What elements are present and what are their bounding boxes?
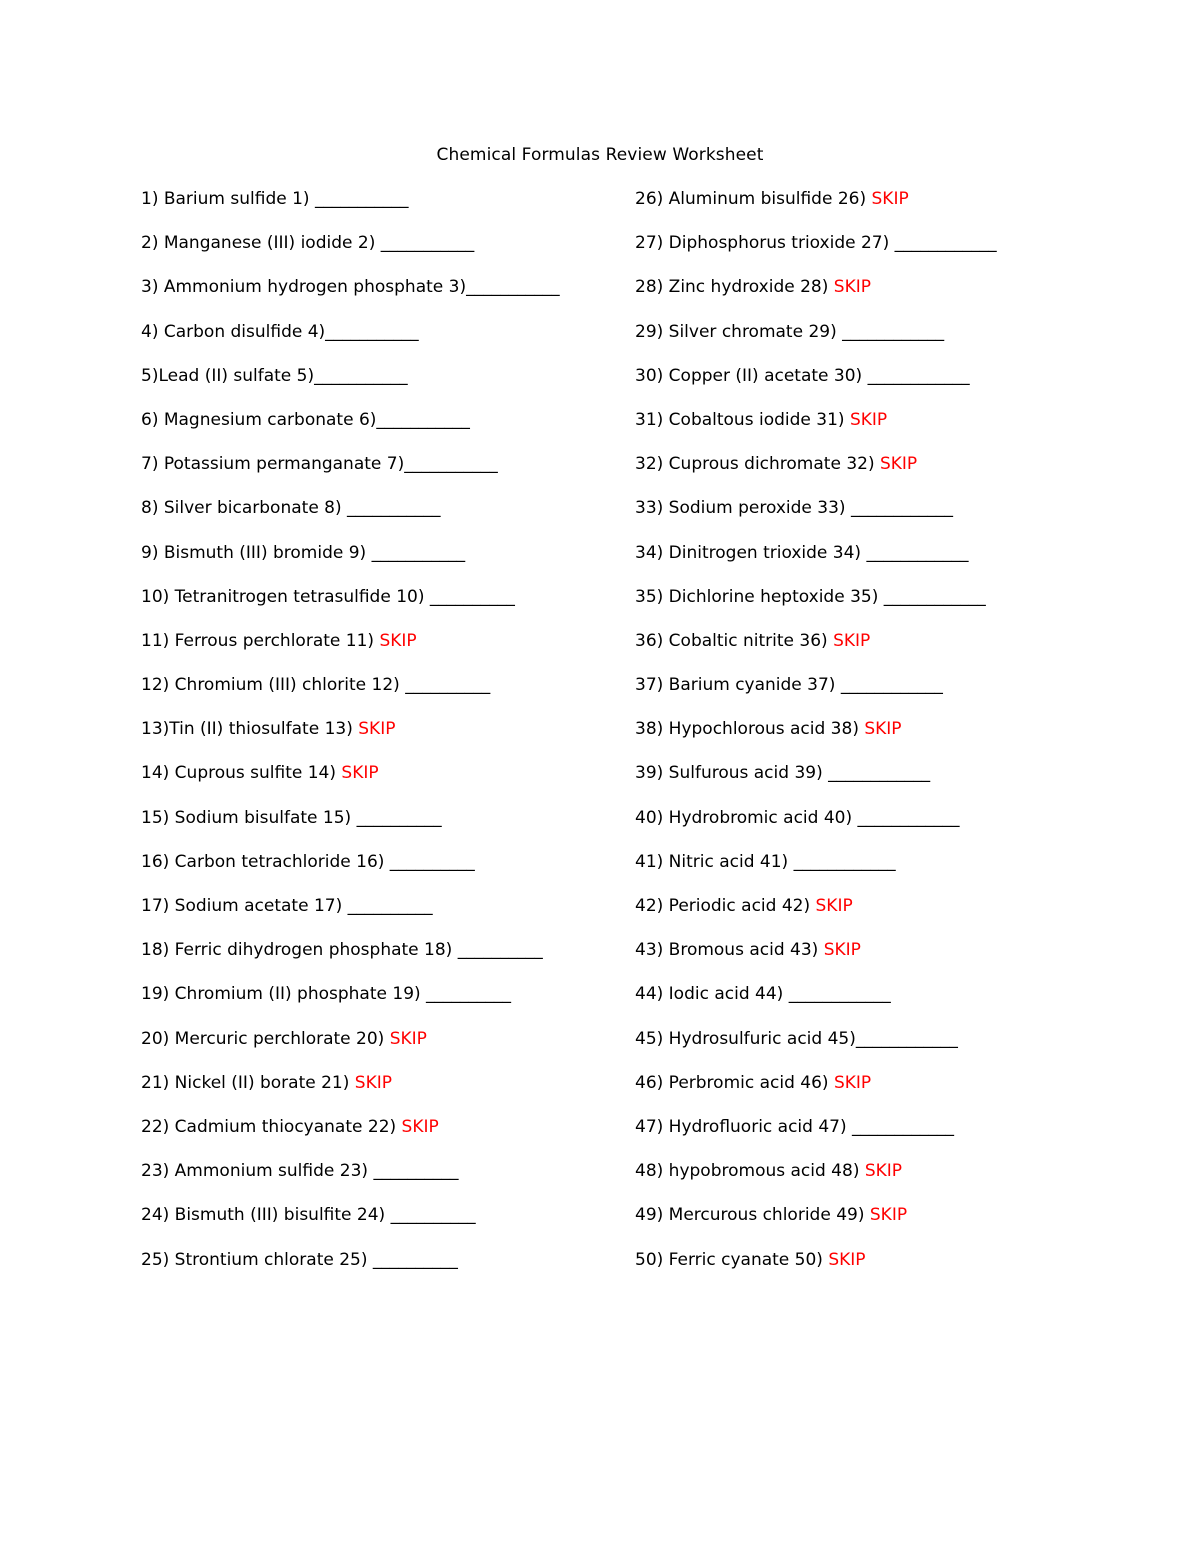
question-text: 1) Barium sulfide 1) ___________	[141, 189, 409, 209]
question-text: 46) Perbromic acid 46)	[635, 1072, 834, 1093]
question-item	[635, 1160, 997, 1204]
question-text: 27) Diphosphorus trioxide 27) ____________	[635, 233, 997, 254]
question-item	[141, 542, 560, 586]
question-text: 15) Sodium bisulfate 15) __________	[141, 807, 442, 828]
question-text: 33) Sodium peroxide 33) ____________	[635, 498, 953, 519]
question-text: 20) Mercuric perchlorate 20)	[141, 1028, 390, 1049]
question-text: 29) Silver chromate 29) ____________	[635, 321, 945, 342]
question-item	[141, 718, 560, 762]
skip-label: SKIP	[341, 763, 379, 784]
question-item	[635, 276, 997, 320]
question-text: 11) Ferrous perchlorate 11)	[141, 630, 380, 651]
question-text: 9) Bismuth (III) bromide 9) ___________	[141, 542, 466, 563]
question-text: 26) Aluminum bisulfide 26)	[635, 189, 872, 209]
question-text: 17) Sodium acetate 17) __________	[141, 896, 433, 916]
question-item	[141, 807, 560, 851]
question-text: 21) Nickel (II) borate 21)	[141, 1072, 355, 1093]
question-text: 36) Cobaltic nitrite 36)	[635, 630, 834, 651]
questions-column-right	[635, 188, 997, 1293]
question-item	[635, 1249, 997, 1293]
skip-label: SKIP	[864, 1161, 903, 1182]
question-text: 18) Ferric dihydrogen phosphate 18) __________	[141, 940, 543, 961]
question-item	[635, 983, 997, 1027]
question-item	[635, 232, 997, 276]
skip-label: SKIP	[828, 1249, 866, 1270]
question-item	[635, 188, 997, 232]
question-text: 24) Bismuth (III) bisulfite 24) __________	[141, 1205, 476, 1226]
question-text: 39) Sulfurous acid 39) ____________	[635, 763, 931, 784]
question-text: 41) Nitric acid 41) ____________	[635, 851, 896, 872]
question-text: 2) Manganese (III) iodide 2) ___________	[141, 233, 475, 254]
skip-label: SKIP	[833, 1072, 872, 1093]
skip-label: SKIP	[833, 630, 871, 651]
question-text: 35) Dichlorine heptoxide 35) ____________	[635, 586, 986, 607]
question-text: 44) Iodic acid 44) ____________	[635, 984, 891, 1005]
question-item	[635, 630, 997, 674]
question-text: 7) Potassium permanganate 7)___________	[141, 454, 498, 475]
question-item	[141, 321, 560, 365]
question-text: 8) Silver bicarbonate 8) ___________	[141, 498, 441, 519]
question-item	[141, 1072, 560, 1116]
question-text: 32) Cuprous dichromate 32)	[635, 454, 880, 475]
skip-label: SKIP	[849, 409, 888, 430]
question-item	[141, 1204, 560, 1248]
question-item	[141, 586, 560, 630]
skip-label: SKIP	[879, 454, 918, 475]
question-item	[141, 1249, 560, 1293]
question-text: 22) Cadmium thiocyanate 22)	[141, 1116, 402, 1137]
worksheet-title: Chemical Formulas Review Worksheet	[436, 145, 764, 165]
question-item	[141, 276, 560, 320]
question-item	[141, 762, 560, 806]
question-text: 49) Mercurous chloride 49)	[635, 1205, 870, 1226]
question-text: 13)Tin (II) thiosulfate 13)	[141, 719, 359, 740]
skip-label: SKIP	[864, 719, 902, 740]
question-text: 50) Ferric cyanate 50)	[635, 1249, 829, 1270]
question-text: 31) Cobaltous iodide 31)	[635, 409, 850, 430]
question-text: 3) Ammonium hydrogen phosphate 3)___________	[141, 277, 560, 298]
question-text: 19) Chromium (II) phosphate 19) __________	[141, 984, 512, 1005]
question-text: 28) Zinc hydroxide 28)	[635, 277, 834, 298]
question-text: 42) Periodic acid 42)	[635, 896, 816, 916]
question-text: 23) Ammonium sulfide 23) __________	[141, 1161, 459, 1182]
skip-label: SKIP	[869, 1205, 908, 1226]
question-item	[141, 1160, 560, 1204]
skip-label: SKIP	[379, 630, 417, 651]
question-text: 4) Carbon disulfide 4)___________	[141, 321, 419, 342]
question-text: 16) Carbon tetrachloride 16) __________	[141, 851, 475, 872]
question-item	[141, 1116, 560, 1160]
question-item	[141, 674, 560, 718]
question-text: 25) Strontium chlorate 25) __________	[141, 1249, 458, 1270]
question-text: 37) Barium cyanide 37) ____________	[635, 675, 943, 696]
question-item	[635, 807, 997, 851]
question-item	[635, 718, 997, 762]
question-item	[141, 188, 560, 232]
question-text: 40) Hydrobromic acid 40) ____________	[635, 807, 960, 828]
question-text: 10) Tetranitrogen tetrasulfide 10) __________	[141, 586, 515, 607]
question-item	[635, 497, 997, 541]
question-item	[141, 851, 560, 895]
skip-label: SKIP	[823, 940, 861, 961]
skip-label: SKIP	[815, 896, 853, 916]
question-item	[141, 983, 560, 1027]
skip-label: SKIP	[401, 1116, 439, 1137]
skip-label: SKIP	[389, 1028, 427, 1049]
question-text: 45) Hydrosulfuric acid 45)____________	[635, 1028, 958, 1049]
question-item	[635, 674, 997, 718]
question-item	[635, 409, 997, 453]
question-item	[635, 586, 997, 630]
skip-label: SKIP	[358, 719, 396, 740]
question-item	[141, 453, 560, 497]
question-item	[635, 762, 997, 806]
questions-column-left	[141, 188, 560, 1293]
question-item	[635, 542, 997, 586]
question-item	[635, 939, 997, 983]
question-item	[141, 1028, 560, 1072]
question-text: 43) Bromous acid 43)	[635, 940, 824, 961]
question-item	[141, 497, 560, 541]
question-text: 34) Dinitrogen trioxide 34) ____________	[635, 542, 969, 563]
question-item	[635, 851, 997, 895]
question-text: 14) Cuprous sulfite 14)	[141, 763, 342, 784]
question-text: 30) Copper (II) acetate 30) ____________	[635, 365, 970, 386]
question-item	[635, 895, 997, 939]
skip-label: SKIP	[833, 277, 872, 298]
question-item	[141, 939, 560, 983]
question-item	[635, 453, 997, 497]
question-item	[141, 232, 560, 276]
question-item	[141, 895, 560, 939]
skip-label: SKIP	[871, 189, 909, 209]
question-item	[635, 1028, 997, 1072]
question-item	[141, 409, 560, 453]
question-text: 48) hypobromous acid 48)	[635, 1161, 865, 1182]
question-text: 5)Lead (II) sulfate 5)___________	[141, 365, 408, 386]
question-item	[635, 1116, 997, 1160]
question-item	[635, 365, 997, 409]
question-text: 38) Hypochlorous acid 38)	[635, 719, 865, 740]
question-item	[635, 1204, 997, 1248]
question-item	[635, 321, 997, 365]
question-text: 47) Hydrofluoric acid 47) ____________	[635, 1116, 955, 1137]
question-item	[141, 630, 560, 674]
question-text: 12) Chromium (III) chlorite 12) __________	[141, 675, 491, 696]
question-text: 6) Magnesium carbonate 6)___________	[141, 409, 470, 430]
skip-label: SKIP	[354, 1072, 392, 1093]
question-item	[635, 1072, 997, 1116]
question-item	[141, 365, 560, 409]
